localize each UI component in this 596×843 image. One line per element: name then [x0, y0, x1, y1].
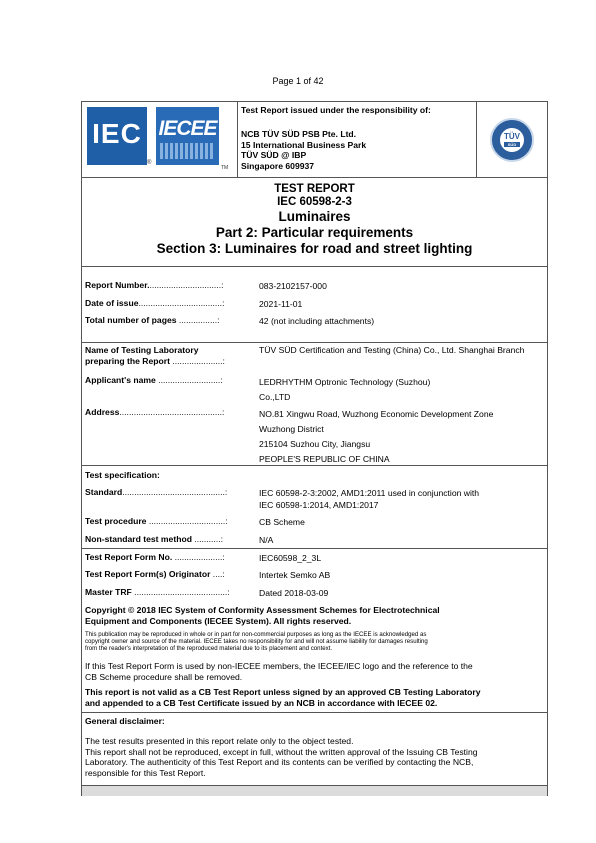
- tuv-logo-text: TÜV: [504, 132, 520, 141]
- iec-logo: [87, 107, 147, 165]
- field-label: [85, 315, 220, 326]
- section-divider: [82, 465, 547, 466]
- label-text: Applicant's name: [85, 375, 156, 385]
- field-label: Test specification:: [85, 470, 160, 480]
- label-dots: ..............................:: [149, 280, 224, 290]
- field-value: TÜV SÜD Certification and Testing (China) Co., Ltd. Shanghai Branch: [259, 345, 525, 355]
- issuer-cell: [238, 102, 477, 177]
- field-label: [85, 280, 224, 291]
- value-line: 215104 Suzhou City, Jiangsu: [259, 439, 371, 449]
- title-line: TEST REPORT: [274, 183, 355, 195]
- field-label: [85, 534, 223, 545]
- label-text: Total number of pages: [85, 315, 177, 325]
- field-value: Dated 2018-03-09: [259, 588, 329, 598]
- label-text: Test Report Form(s) Originator: [85, 569, 211, 579]
- label-dots: ...........................................:: [122, 487, 228, 497]
- notice-line: copyright owner and source of the material. IECEE takes no responsibility for and will not assume liability for damages resulting: [85, 638, 428, 645]
- label-dots: .......................................:: [131, 587, 230, 597]
- tuv-logo-inner: [499, 127, 525, 153]
- footer-bar: [82, 785, 547, 796]
- value-line: Co.,LTD: [259, 392, 291, 402]
- report-cover-frame: [81, 101, 548, 796]
- title-line: IEC 60598-2-3: [277, 196, 352, 208]
- notice-line: and appended to a CB Test Certificate issued by an NCB in accordance with IECEE 02.: [85, 697, 438, 708]
- report-title: [82, 178, 547, 267]
- issuer-line: 15 International Business Park: [241, 139, 367, 150]
- disclaimer-line: Laboratory. The authenticity of this Test Report and its contents can be verified by contacting the NCB,: [85, 757, 474, 767]
- iecee-logo-text: IECEE: [158, 117, 217, 140]
- disclaimer-heading: General disclaimer:: [85, 716, 165, 726]
- label-dots: ...........:: [191, 534, 223, 544]
- copyright-notice: [85, 631, 545, 652]
- field-value: [259, 375, 544, 405]
- issuer-address: [241, 129, 366, 171]
- label-dots: ................:: [176, 315, 220, 325]
- section-divider: [82, 548, 547, 549]
- value-line: IEC 60598-1:2014, AMD1:2017: [259, 500, 379, 510]
- page-number: Page 1 of 42: [272, 76, 324, 86]
- label-text: Name of Testing Laboratory: [85, 345, 199, 355]
- field-label: [85, 516, 228, 527]
- notice-line: CB Scheme procedure shall be removed.: [85, 671, 243, 682]
- label-dots: ..........................:: [155, 375, 223, 385]
- label-dots: ...........................................:: [119, 407, 225, 417]
- label-text: Non-standard test method: [85, 534, 192, 544]
- tuv-sud-logo: [490, 118, 534, 162]
- field-value: IEC60598_2_3L: [259, 553, 322, 563]
- label-text: Report Number.: [85, 280, 150, 290]
- disclaimer-line: responsible for this Test Report.: [85, 767, 206, 778]
- copyright-line: Equipment and Components (IECEE System). All rights reserved.: [85, 615, 352, 626]
- label-text: preparing the Report: [85, 356, 170, 366]
- disclaimer-line: The test results presented in this report relate only to the object tested.: [85, 736, 354, 746]
- label-text: Test Report Form No.: [85, 552, 173, 562]
- disclaimer-line: This report shall not be reproduced, except in full, without the written approval of the Issuing CB Testing: [85, 746, 478, 757]
- field-label: [85, 407, 224, 418]
- value-line: NO.81 Xingwu Road, Wuzhong Economic Development Zone: [259, 409, 494, 419]
- tuv-logo-subtext: SÜD: [504, 142, 520, 147]
- field-value: Intertek Semko AB: [259, 570, 331, 580]
- label-dots: ...................................:: [138, 298, 225, 308]
- registered-mark-icon: ®: [147, 160, 152, 166]
- field-label: [85, 487, 227, 498]
- issuer-line: Singapore 609937: [241, 160, 315, 171]
- label-text: Standard: [85, 487, 123, 497]
- issuer-line: TÜV SÜD @ IBP: [241, 150, 307, 160]
- title-line: Section 3: Luminaires for road and street lighting: [156, 241, 473, 256]
- value-line: LEDRHYTHM Optronic Technology (Suzhou): [259, 377, 431, 387]
- field-label: [85, 298, 224, 309]
- notice-line: from the reader's interpretation of the reproduced material due to its placement and context.: [85, 645, 333, 652]
- value-line: PEOPLE'S REPUBLIC OF CHINA: [259, 454, 390, 464]
- trademark-icon: TM: [221, 165, 229, 171]
- logo-cell: [82, 102, 238, 177]
- field-value: 42 (not including attachments): [259, 316, 375, 326]
- iecee-logo: [156, 107, 219, 165]
- label-dots: ....:: [210, 569, 225, 579]
- label-text: Test procedure: [85, 516, 147, 526]
- field-value: 083-2102157-000: [259, 281, 327, 291]
- validity-notice: [85, 687, 545, 708]
- section-divider: [82, 342, 547, 343]
- field-label: [85, 587, 230, 598]
- label-dots: ................................:: [146, 516, 228, 526]
- title-line: Part 2: Particular requirements: [215, 225, 414, 240]
- copyright-heading: [85, 605, 545, 626]
- issuer-line: NCB TÜV SÜD PSB Pte. Ltd.: [241, 129, 357, 139]
- label-text: Date of issue: [85, 298, 139, 308]
- field-label: [85, 345, 225, 367]
- iec-logo-text: IEC: [92, 118, 142, 149]
- notice-line: This report is not valid as a CB Test Report unless signed by an approved CB Testing Laboratory: [85, 687, 481, 697]
- notice-line: If this Test Report Form is used by non-IECEE members, the IECEE/IEC logo and the reference to the: [85, 661, 473, 671]
- issued-under-label: Test Report issued under the responsibility of:: [241, 105, 431, 115]
- label-dots: ....................:: [172, 552, 225, 562]
- field-label: [85, 552, 225, 563]
- field-value: CB Scheme: [259, 517, 305, 527]
- label-text: Address: [85, 407, 120, 417]
- iecee-stripes-icon: [160, 143, 215, 159]
- tuv-logo-cell: [477, 102, 547, 177]
- label-text: Master TRF: [85, 587, 132, 597]
- field-value: N/A: [259, 535, 274, 545]
- field-value: [259, 407, 544, 467]
- value-line: Wuzhong District: [259, 424, 324, 434]
- label-dots: .....................:: [170, 356, 225, 366]
- field-value: [259, 487, 544, 511]
- report-header: [82, 102, 547, 178]
- non-member-notice: [85, 661, 545, 682]
- field-value: 2021-11-01: [259, 299, 303, 309]
- title-line: Luminaires: [278, 209, 351, 224]
- value-line: IEC 60598-2-3:2002, AMD1:2011 used in conjunction with: [259, 488, 480, 498]
- disclaimer-text: [85, 736, 545, 778]
- field-label: [85, 569, 225, 580]
- section-divider: [82, 712, 547, 713]
- notice-line: This publication may be reproduced in whole or in part for non-commercial purposes as long as the IECEE is acknowledged as: [85, 631, 427, 638]
- field-label: [85, 375, 223, 386]
- copyright-line: Copyright © 2018 IEC System of Conformity Assessment Schemes for Electrotechnical: [85, 605, 440, 615]
